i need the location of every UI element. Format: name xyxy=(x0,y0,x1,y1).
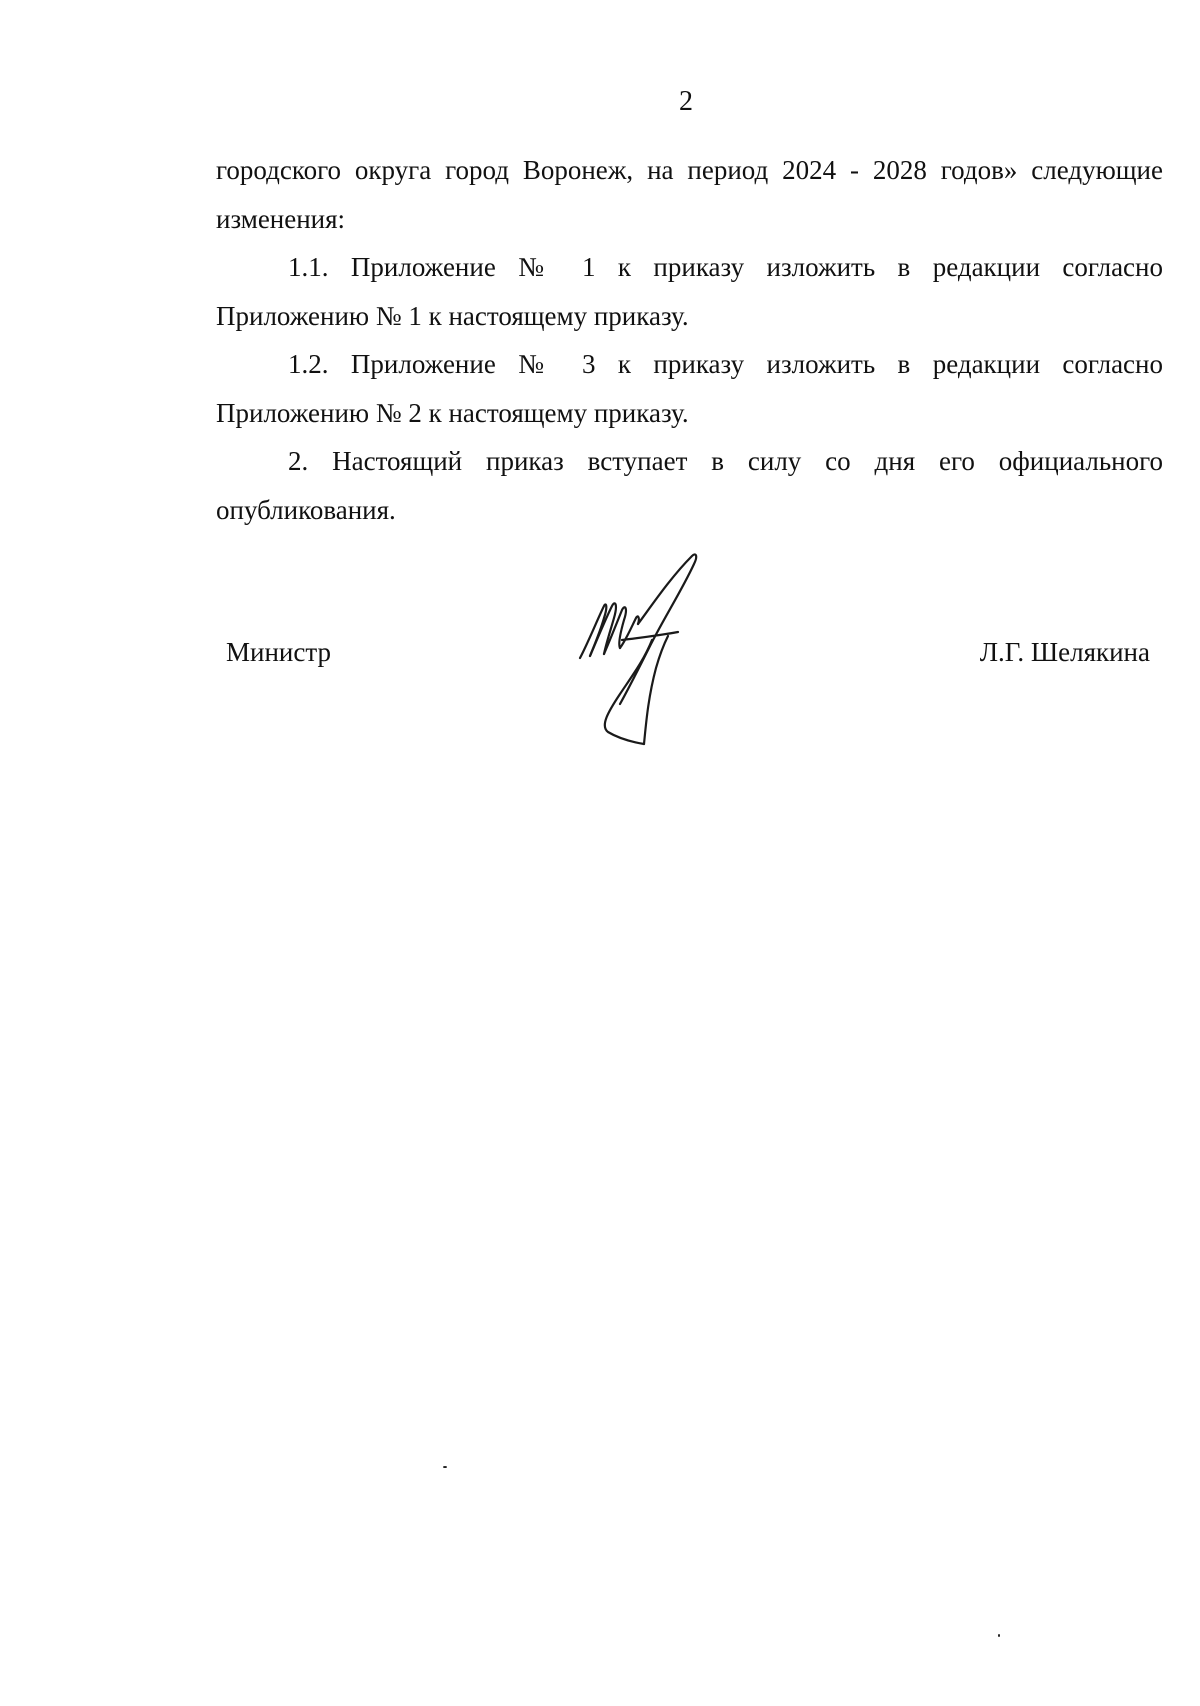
paragraph-item-1-2: 1.2. Приложение № 3 к приказу изложить в редакции согласно Приложению № 2 к настоящему приказу. xyxy=(216,349,1163,428)
scan-artifact-speck xyxy=(998,1634,1000,1637)
scan-artifact-speck xyxy=(443,1466,447,1468)
paragraph-item-1-1: 1.1. Приложение № 1 к приказу изложить в редакции согласно Приложению № 1 к настоящему приказу. xyxy=(216,252,1163,331)
handwritten-signature xyxy=(560,548,740,758)
paragraph-continuation: городского округа город Воронеж, на период 2024 - 2028 годов» следующие изменения: xyxy=(216,155,1163,234)
document-body xyxy=(216,146,1163,534)
paragraph-item-2: 2. Настоящий приказ вступает в силу со дня его официального опубликования. xyxy=(216,446,1163,525)
signature-block xyxy=(0,548,1200,768)
page-number: 2 xyxy=(679,86,693,117)
signer-position: Министр xyxy=(226,637,331,667)
signer-name: Л.Г. Шелякина xyxy=(979,637,1150,667)
